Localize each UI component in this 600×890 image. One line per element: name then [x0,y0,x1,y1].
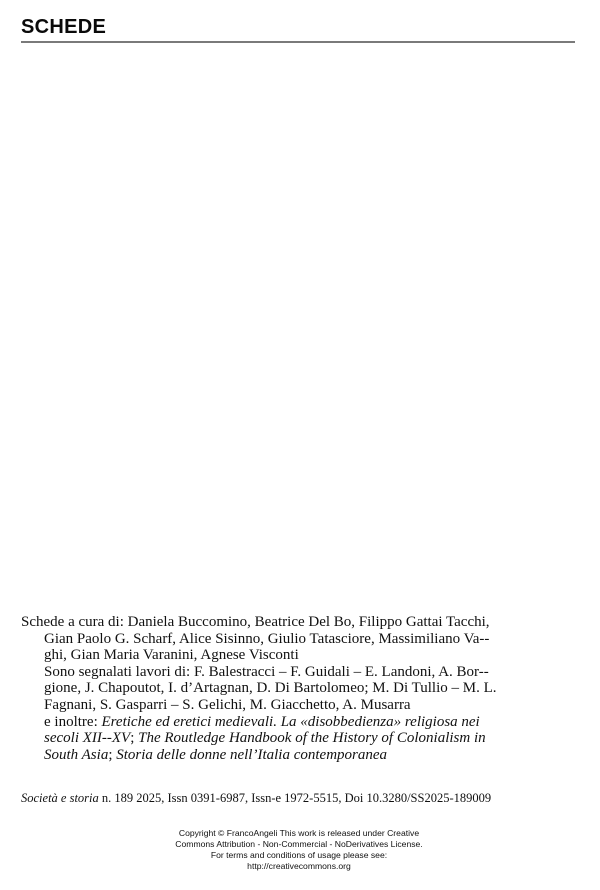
journal-name: Società e storia [21,791,99,805]
credits-line-also-3 [21,747,581,764]
license-line-1: Copyright © FrancoAngeli This work is released under Creative [178,828,420,838]
license-line-2: Commons Attribution - Non-Commercial - NoDerivatives License. [175,839,423,849]
title-divider [21,41,575,43]
journal-citation [21,791,491,806]
credits-line-reviewed-1: Sono segnalati lavori di: F. Balestracci – F. Guidali – E. Landoni, A. Bor-- [44,663,489,680]
credits-line-editors-1: Schede a cura di: Daniela Buccomino, Beatrice Del Bo, Filippo Gattai Tacchi, [21,614,490,630]
section-title: SCHEDE [21,16,107,38]
credits-line-editors-2: Gian Paolo G. Scharf, Alice Sisinno, Giulio Tatasciore, Massimiliano Va-- [44,630,490,647]
license-notice [140,828,458,872]
license-line-3: For terms and conditions of usage please see: [210,850,388,860]
citation-details: n. 189 2025, Issn 0391-6987, Issn-e 1972-5515, Doi 10.3280/SS2025-189009 [98,791,492,805]
book-title-eretiche-cont: secoli XII--XV [44,730,131,747]
also-prefix: e inoltre: [44,713,102,730]
credits-block [21,614,581,763]
separator: ; [108,746,117,763]
credits-line-also-1 [21,714,581,731]
book-title-eretiche: Eretiche ed eretici medievali. La «disobbedienza» religiosa nei [101,713,480,730]
credits-line-also-2 [21,730,581,747]
license-link[interactable]: http://creativecommons.org [247,861,351,871]
credits-line-editors-3: ghi, Gian Maria Varanini, Agnese Visconti [44,647,299,664]
book-title-storia-donne: Storia delle donne nell’Italia contemporanea [116,746,388,763]
book-title-routledge-cont: South Asia [44,746,109,763]
book-title-routledge: The Routledge Handbook of the History of Colonialism in [138,730,486,747]
credits-line-reviewed-2: gione, J. Chapoutot, I. d’Artagnan, D. Di Bartolomeo; M. Di Tullio – M. L. [44,680,497,697]
credits-line-reviewed-3: Fagnani, S. Gasparri – S. Gelichi, M. Giacchetto, A. Musarra [44,696,411,713]
separator: ; [130,730,139,747]
